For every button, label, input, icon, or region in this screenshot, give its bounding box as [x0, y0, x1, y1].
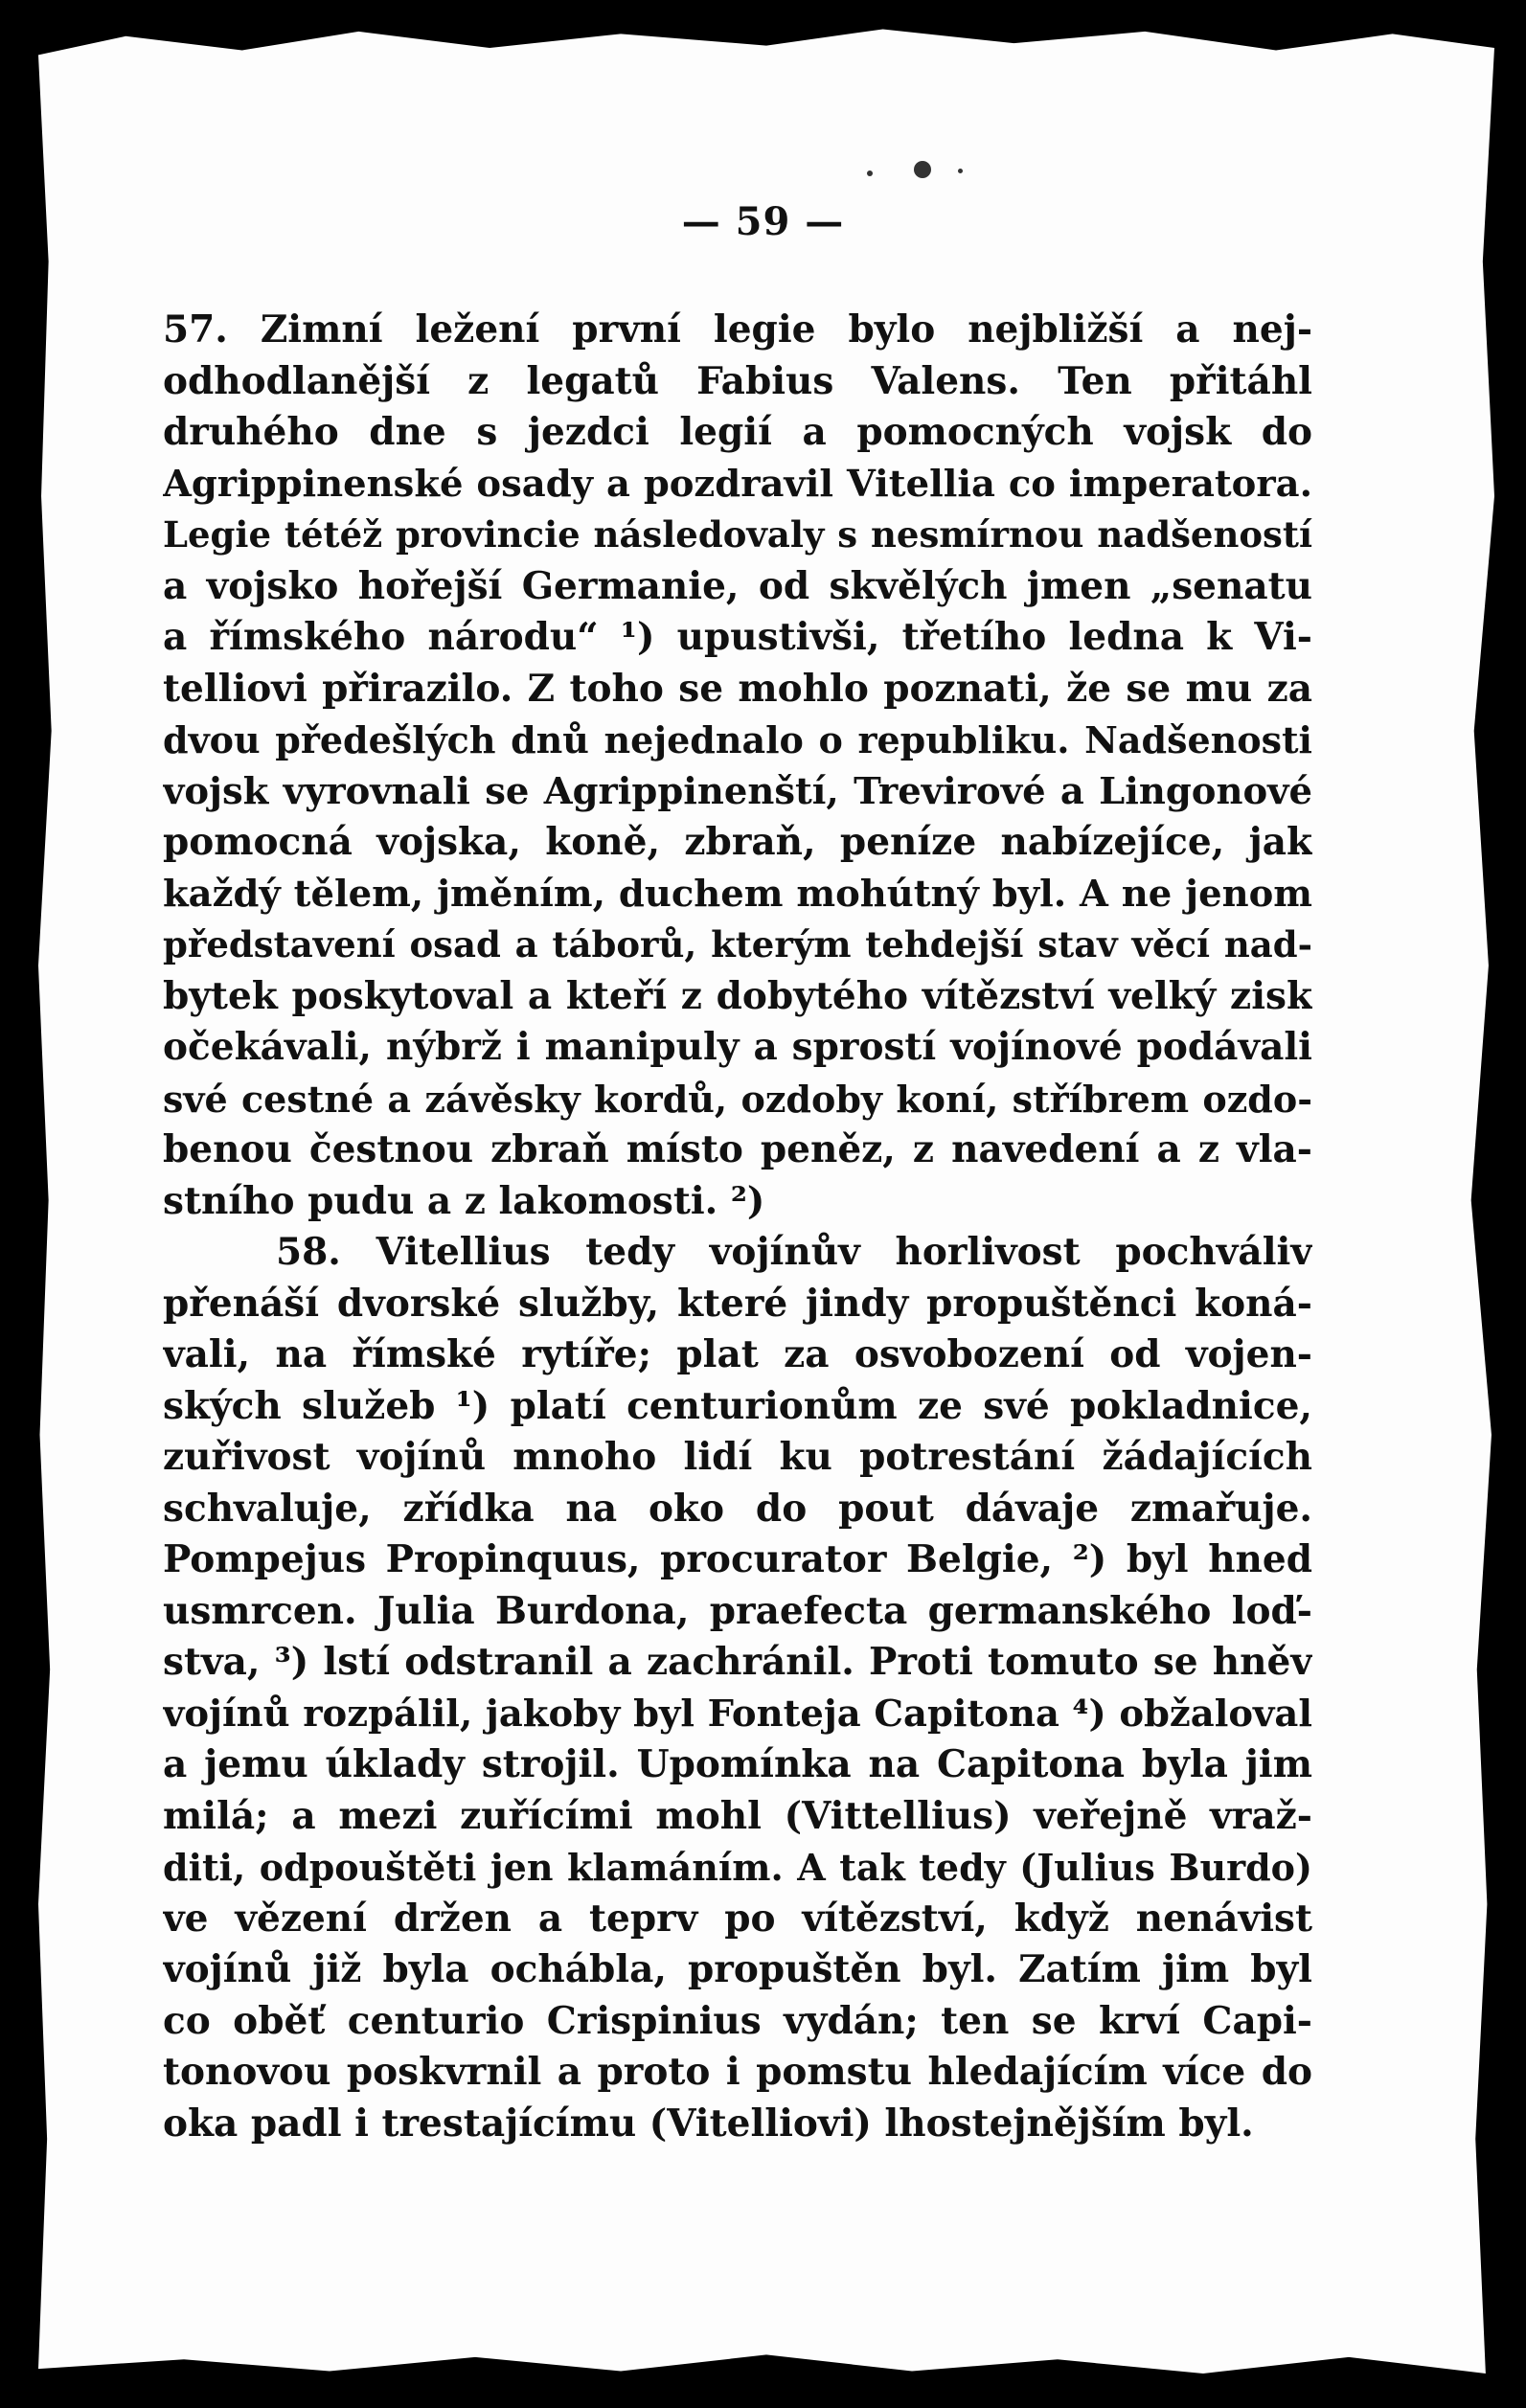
text-line: a vojsko hořejší Germanie, od skvělých jmen „senatu	[163, 563, 1312, 608]
text-line: a jemu úklady strojil. Upomínka na Capitona byla jim	[163, 1742, 1312, 1786]
text-line: Agrippinenské osady a pozdravil Vitellia co imperatora.	[163, 462, 1312, 506]
text-line: Pompejus Propinquus, procurator Belgie, ²) byl hned	[163, 1537, 1312, 1581]
text-line: 58. Vitellius tedy vojínův horlivost pochváliv	[276, 1230, 1312, 1274]
ink-speck	[914, 161, 931, 178]
paragraph-58	[163, 1227, 1312, 2149]
text-line: tonovou poskvrnil a proto i pomstu hledajícím více do	[163, 2050, 1312, 2094]
text-line: zuřivost vojínů mnoho lidí ku potrestání žádajících	[163, 1435, 1312, 1479]
text-line: přenáší dvorské služby, které jindy propuštěnci koná-	[163, 1281, 1312, 1326]
text-line: Legie tétéž provincie následovaly s nesmírnou nadšeností	[163, 513, 1312, 556]
text-line: schvaluje, zřídka na oko do pout dávaje zmařuje.	[163, 1486, 1312, 1531]
text-line: a římského národu“ ¹) upustivši, třetího ledna k Vi-	[163, 615, 1312, 659]
text-line: ve vězení držen a teprv po vítězství, když nenávist	[163, 1896, 1312, 1941]
text-line: milá; a mezi zuřícími mohl (Vittellius) veřejně vraž-	[163, 1793, 1312, 1838]
text-line: odhodlanější z legatů Fabius Valens. Ten přitáhl	[163, 358, 1312, 403]
text-line: druhého dne s jezdci legií a pomocných vojsk do	[163, 410, 1312, 454]
text-line: dvou předešlých dnů nejednalo o republiku. Nadšenosti	[163, 718, 1312, 761]
text-line: vali, na římské rytíře; plat za osvobození od vojen-	[163, 1332, 1312, 1376]
text-line: představení osad a táborů, kterým tehdejší stav věcí nad-	[163, 923, 1312, 965]
ink-speck	[867, 170, 873, 176]
text-line: usmrcen. Julia Burdona, praefecta germanského loď-	[163, 1588, 1312, 1633]
text-line: diti, odpouštěti jen klamáním. A tak tedy (Julius Burdo)	[163, 1846, 1312, 1889]
text-line: ských služeb ¹) platí centurionům ze své pokladnice,	[163, 1383, 1312, 1428]
text-line: vojínů rozpálil, jakoby byl Fonteja Capitona ⁴) obžaloval	[163, 1692, 1312, 1736]
text-line: oka padl i trestajícímu (Vitelliovi) lhostejnějším byl.	[163, 2101, 1254, 2146]
text-line: stva, ³) lstí odstranil a zachránil. Proti tomuto se hněv	[163, 1640, 1312, 1684]
text-line: každý tělem, jměním, duchem mohútný byl. A ne jenom	[163, 872, 1312, 916]
text-line: vojsk vyrovnali se Agrippinenští, Trevirové a Lingonové	[163, 769, 1312, 813]
text-line: 57. Zimní ležení první legie bylo nejbližší a nej-	[163, 307, 1312, 352]
text-line: telliovi přirazilo. Z toho se mohlo poznati, že se mu za	[163, 666, 1312, 711]
paragraph-57	[163, 305, 1312, 1227]
text-line: pomocná vojska, koně, zbraň, peníze nabízejíce, jak	[163, 820, 1312, 864]
page-number: — 59 —	[681, 199, 845, 244]
ink-speck	[958, 169, 963, 173]
text-block	[163, 305, 1312, 2149]
text-line: stního pudu a z lakomosti. ²)	[163, 1178, 765, 1223]
text-line: očekávali, nýbrž i manipuly a sprostí vojínové podávali	[163, 1025, 1312, 1069]
text-line: své cestné a závěsky kordů, ozdoby koní, stříbrem ozdo-	[163, 1077, 1312, 1121]
text-line: benou čestnou zbraň místo peněz, z navedení a z vla-	[163, 1127, 1312, 1171]
text-line: co oběť centurio Crispinius vydán; ten se krví Capi-	[163, 1998, 1312, 2043]
text-line: bytek poskytoval a kteří z dobytého vítězství velký zisk	[163, 973, 1312, 1018]
text-line: vojínů již byla ochábla, propuštěn byl. Zatím jim byl	[163, 1947, 1312, 1991]
